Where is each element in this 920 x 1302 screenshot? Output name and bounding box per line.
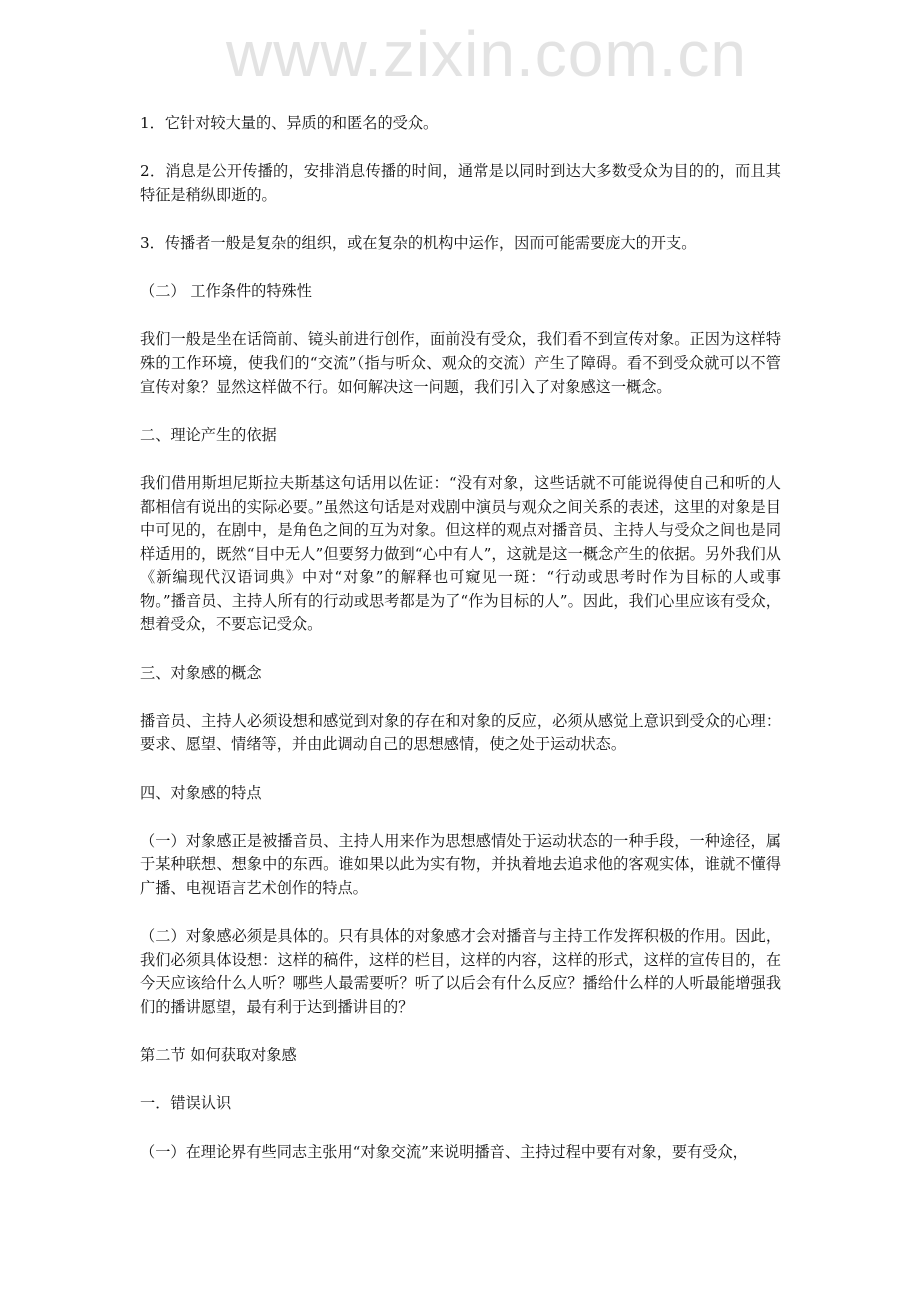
list-item-2: 2．消息是公开传播的，安排消息传播的时间，通常是以同时到达大多数受众为目的的，而且其特征是稍纵即逝的。 [140, 162, 781, 204]
section-heading: 二、理论产生的依据 [140, 425, 277, 444]
watermark: www.zixin.com.cn [226, 18, 747, 90]
section-heading: 四、对象感的特点 [140, 783, 262, 802]
paragraph: （二）对象感必须是具体的。只有具体的对象感才会对播音与主持工作发挥积极的作用。因此，我们必须具体设想：这样的稿件，这样的栏目，这样的内容，这样的形式，这样的宣传目的，在今天应该给什么人听？哪些人最需要听？听了以后会有什么反应？播给什么样的人听最能增强我们的播讲愿望，最有利于达到播讲目的？ [140, 927, 781, 1016]
section-heading: 三、对象感的概念 [140, 663, 262, 682]
section-heading: 一．错误认识 [140, 1094, 232, 1113]
chapter-heading: 第二节 如何获取对象感 [140, 1046, 297, 1065]
paragraph: 播音员、主持人必须设想和感觉到对象的存在和对象的反应，必须从感觉上意识到受众的心理：要求、愿望、情绪等，并由此调动自己的思想感情，使之处于运动状态。 [140, 711, 781, 754]
paragraph: 我们借用斯坦尼斯拉夫斯基这句话用以佐证：“没有对象，这些话就不可能说得使自己和听的人都相信有说出的实际必要。”虽然这句话是对戏剧中演员与观众之间关系的表述，这里的对象是目中可见的，在剧中，是角色之间的互为对象。但这样的观点对播音员、主持人与受众之间也是同样适用的，既然“目中无人”但要努力做到“心中有人”，这就是这一概念产生的依据。另外我们从《新编现代汉语词典》中对“对象”的解释也可窥见一斑：“行动或思考时作为目标的人或事物。”播音员、主持人所有的行动或思考都是为了“作为目标的人”。因此，我们心里应该有受众，想着受众，不要忘记受众。 [140, 473, 781, 634]
paragraph: （一）在理论界有些同志主张用“对象交流”来说明播音、主持过程中要有对象，要有受众， [140, 1142, 748, 1161]
list-item-3: 3．传播者一般是复杂的组织，或在复杂的机构中运作，因而可能需要庞大的开支。 [140, 233, 697, 252]
paragraph: （一）对象感正是被播音员、主持人用来作为思想感情处于运动状态的一种手段，一种途径，属于某种联想、想象中的东西。谁如果以此为实有物，并执着地去追求他的客观实体，谁就不懂得广播、电视语言艺术创作的特点。 [140, 831, 781, 897]
section-heading: （二） 工作条件的特殊性 [140, 282, 312, 301]
paragraph: 我们一般是坐在话筒前、镜头前进行创作，面前没有受众，我们看不到宣传对象。正因为这样特殊的工作环境，使我们的“交流”（指与听众、观众的交流）产生了障碍。看不到受众就可以不管宣传对象？显然这样做不行。如何解决这一问题，我们引入了对象感这一概念。 [140, 330, 781, 396]
document-body [140, 112, 781, 1189]
list-item-1: 1．它针对较大量的、异质的和匿名的受众。 [140, 114, 439, 132]
